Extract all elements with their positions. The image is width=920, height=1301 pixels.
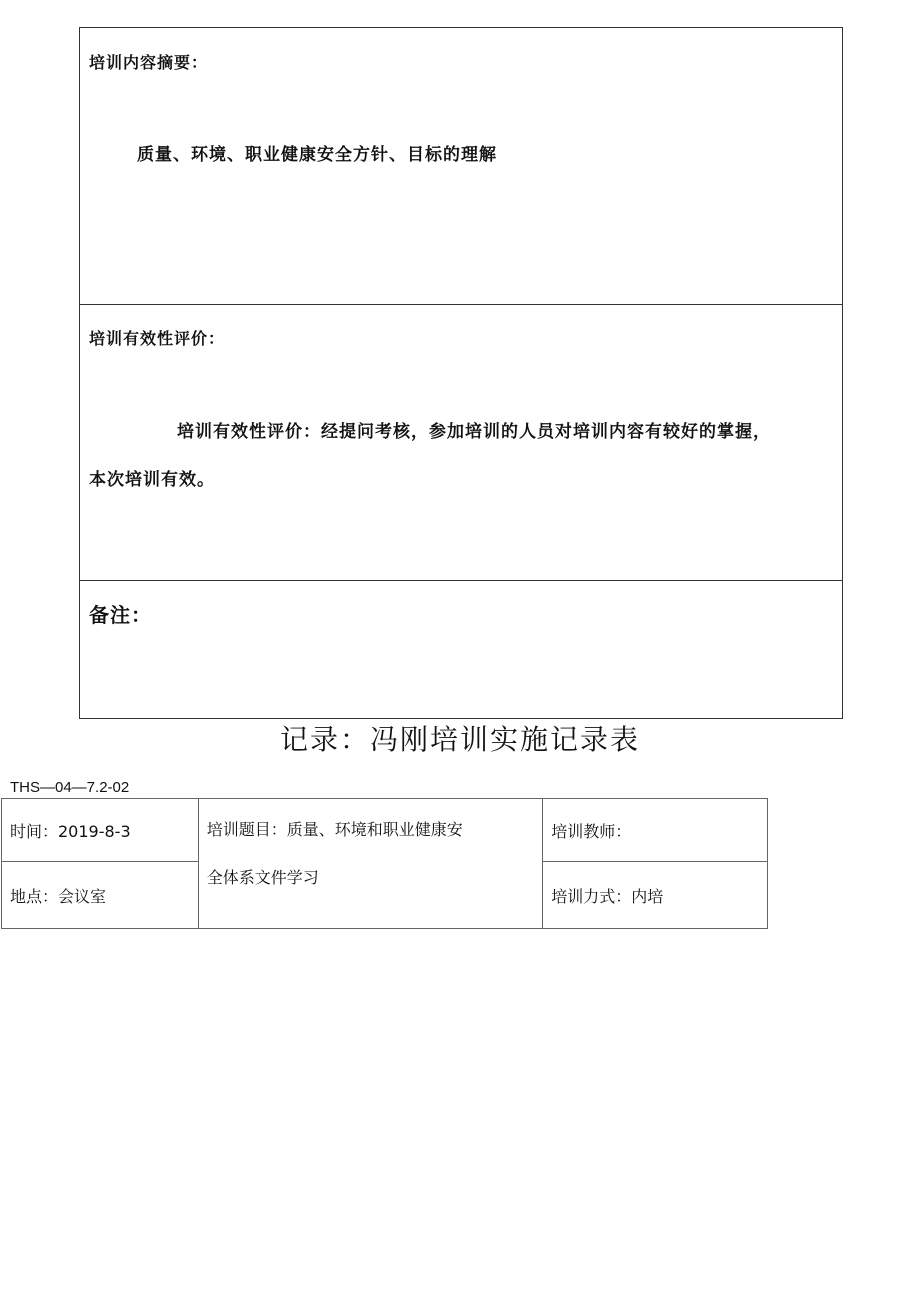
evaluation-section — [79, 304, 843, 581]
form-code: THS—04—7.2-02 — [10, 779, 130, 796]
record-table — [1, 798, 768, 929]
topic-line2: 全体系文件学习 — [206, 868, 319, 887]
method-cell — [543, 862, 768, 929]
record-title: 记录：冯刚培训实施记录表 — [279, 723, 640, 756]
summary-section — [79, 27, 843, 305]
evaluation-text-line2: 本次培训有效。 — [89, 470, 215, 490]
teacher-value: 培训教师： — [551, 821, 632, 841]
summary-text: 质量、环境、职业健康安全方针、目标的理解 — [137, 145, 497, 165]
time-cell — [2, 799, 199, 862]
time-value: 时间：2019-8-3 — [10, 821, 131, 841]
location-cell — [2, 862, 199, 929]
summary-label: 培训内容摘要： — [89, 53, 209, 72]
remarks-section — [79, 580, 843, 719]
table-row — [2, 799, 768, 862]
evaluation-text-line1: 培训有效性评价：经提问考核，参加培训的人员对培训内容有较好的掌握， — [177, 422, 771, 442]
location-value: 地点：会议室 — [10, 886, 107, 906]
topic-line1: 培训题目：质量、环境和职业健康安 — [206, 820, 463, 839]
method-value: 培训力式：内培 — [551, 886, 664, 906]
remarks-label: 备注： — [89, 603, 152, 627]
topic-cell — [198, 799, 543, 929]
evaluation-label: 培训有效性评价： — [89, 329, 226, 348]
teacher-cell — [543, 799, 768, 862]
